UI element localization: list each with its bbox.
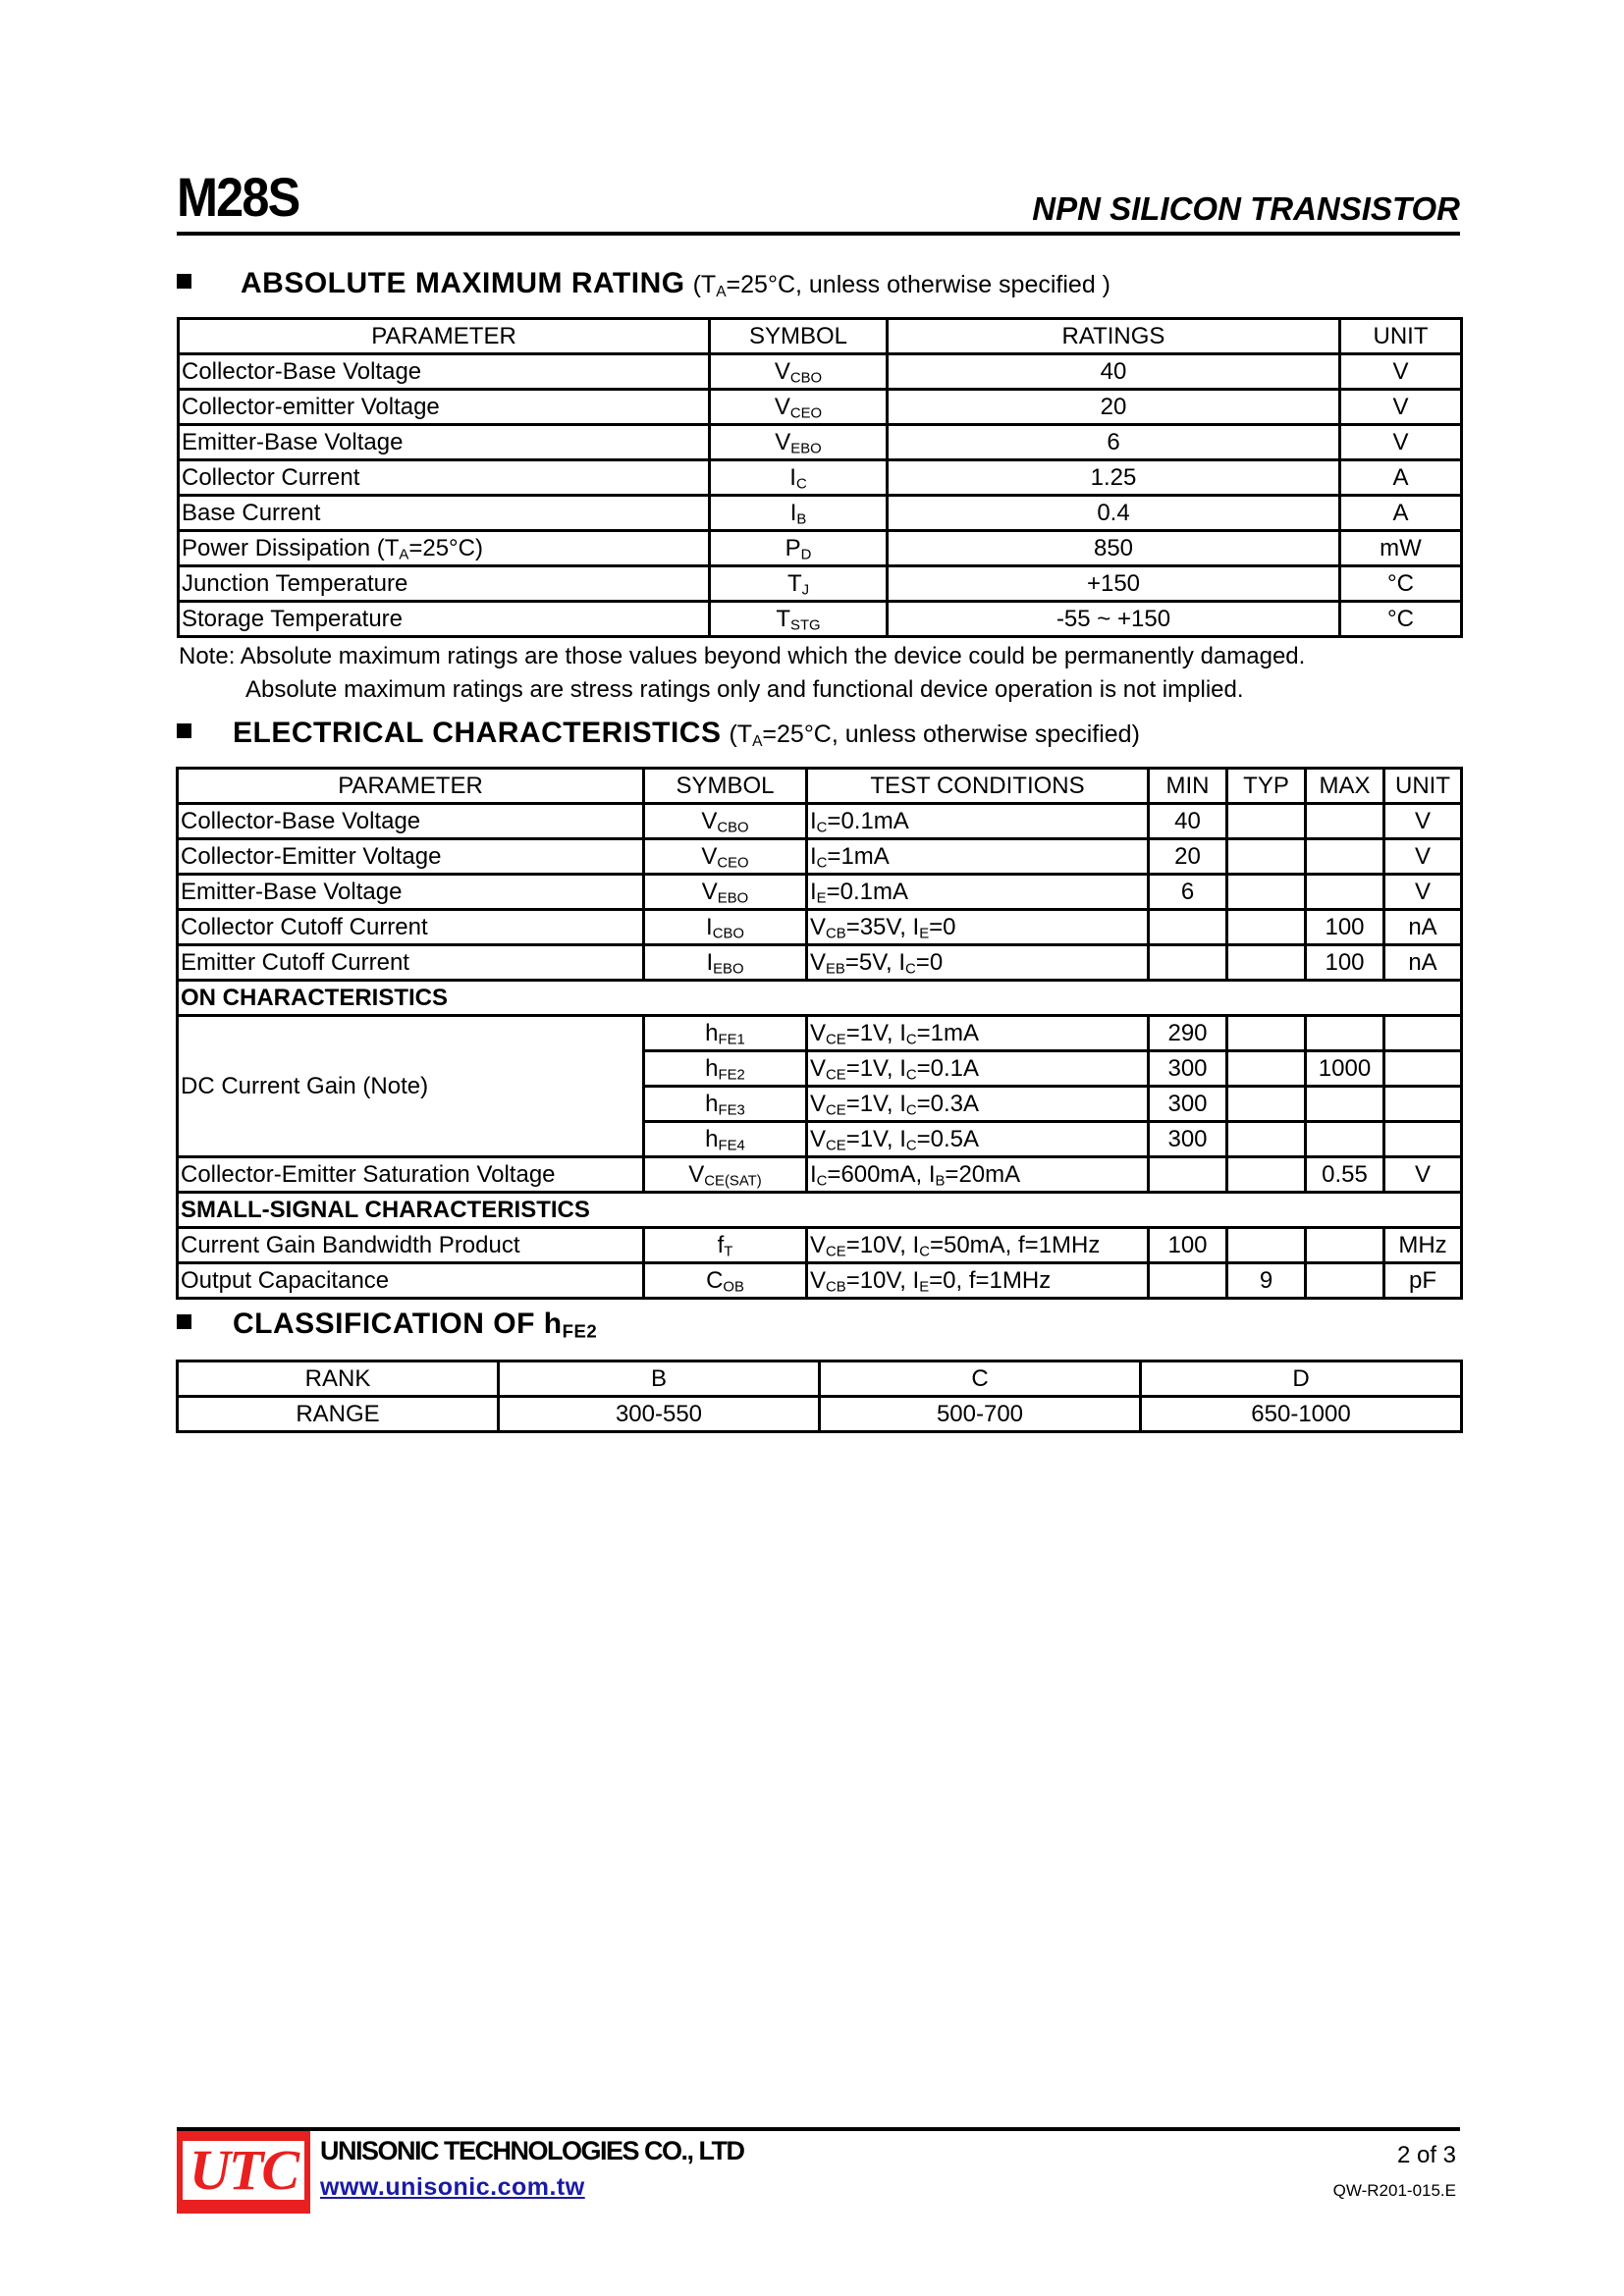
unit-cell bbox=[1384, 1087, 1462, 1122]
unit-cell bbox=[1384, 1122, 1462, 1157]
abs-max-condition: ($T_A=25^\circ C$, unless otherwise specified ) bbox=[692, 271, 1110, 300]
parameter-cell bbox=[179, 602, 710, 637]
unit-cell: V bbox=[1340, 390, 1462, 425]
parameter-cell-main: Junction Temperature bbox=[182, 569, 408, 597]
symbol-cell-sub: C bbox=[795, 476, 807, 493]
note-line-2: Absolute maximum ratings are stress ratings only and functional device operation is not implied. bbox=[245, 676, 1244, 703]
symbol-cell-sub: FE3 bbox=[718, 1102, 745, 1119]
max-cell bbox=[1306, 1016, 1384, 1051]
rating-cell: 6 bbox=[888, 425, 1340, 460]
symbol-cell bbox=[644, 910, 807, 945]
symbol-cell-main: V bbox=[775, 428, 791, 455]
parameter-cell-main: Collector-Base Voltage bbox=[182, 357, 422, 385]
symbol-cell-main: h bbox=[705, 1054, 719, 1082]
col-header-parameter: PARAMETER bbox=[179, 319, 710, 354]
symbol-cell-sub: J bbox=[801, 582, 810, 599]
cond-2-tail: =0.1A bbox=[916, 1054, 980, 1082]
cond-2-tail: =0.5A bbox=[916, 1125, 980, 1152]
parameter-cell-main: Collector Current bbox=[182, 463, 360, 491]
parameter-cell-main: Emitter-Base Voltage bbox=[182, 428, 404, 455]
test-condition-cell bbox=[807, 945, 1149, 981]
symbol-cell bbox=[644, 839, 807, 875]
cond-2-sub: C bbox=[905, 1067, 917, 1084]
cond-1-tail: =1V, bbox=[845, 1019, 893, 1046]
symbol-cell-main: V bbox=[701, 842, 718, 870]
symbol-cell bbox=[644, 1263, 807, 1299]
symbol-cell-main: V bbox=[774, 393, 790, 420]
symbol-cell-main: h bbox=[705, 1090, 719, 1117]
symbol-cell bbox=[644, 875, 807, 910]
max-cell bbox=[1306, 839, 1384, 875]
table-row bbox=[178, 839, 1462, 875]
col-header-unit: UNIT bbox=[1340, 319, 1462, 354]
parameter-cell: Collector-Emitter Voltage bbox=[178, 839, 644, 875]
min-cell: 20 bbox=[1149, 839, 1227, 875]
symbol-cell bbox=[710, 496, 888, 531]
parameter-cell-sub: A bbox=[399, 547, 409, 563]
symbol-cell-sub: CBO bbox=[717, 820, 749, 836]
symbol-cell-sub: EBO bbox=[713, 961, 744, 978]
cond-2: I bbox=[899, 1090, 906, 1117]
rank-d: D bbox=[1141, 1362, 1462, 1397]
unit-cell: V bbox=[1340, 425, 1462, 460]
typ-cell: 9 bbox=[1227, 1263, 1306, 1299]
unit-cell: V bbox=[1384, 839, 1462, 875]
cond-1-tail: =1V, bbox=[845, 1054, 893, 1082]
parameter-cell bbox=[179, 425, 710, 460]
symbol-cell bbox=[644, 1122, 807, 1157]
company-name: UNISONIC TECHNOLOGIES CO., LTD bbox=[320, 2136, 744, 2165]
min-cell: 300 bbox=[1149, 1087, 1227, 1122]
test-condition-cell bbox=[807, 1016, 1149, 1051]
parameter-cell-main: Base Current bbox=[182, 499, 321, 526]
min-cell: 300 bbox=[1149, 1122, 1227, 1157]
abs-max-heading bbox=[177, 267, 1110, 300]
unit-cell: mW bbox=[1340, 531, 1462, 566]
company-website-link[interactable]: www.unisonic.com.tw bbox=[320, 2173, 585, 2201]
on-characteristics-heading: ON CHARACTERISTICS bbox=[178, 981, 1462, 1016]
cond-1: I bbox=[810, 878, 817, 905]
symbol-cell bbox=[644, 1016, 807, 1051]
symbol-cell bbox=[710, 460, 888, 496]
symbol-cell bbox=[710, 602, 888, 637]
max-cell bbox=[1306, 875, 1384, 910]
unit-cell: V bbox=[1340, 354, 1462, 390]
typ-cell bbox=[1227, 910, 1306, 945]
col-header-ratings: RATINGS bbox=[888, 319, 1340, 354]
test-condition-cell bbox=[807, 1157, 1149, 1193]
document-subtitle: NPN SILICON TRANSISTOR bbox=[1032, 190, 1460, 227]
cond-2-tail: =0 bbox=[929, 913, 956, 940]
abs-max-table bbox=[177, 317, 1463, 638]
max-cell bbox=[1306, 1263, 1384, 1299]
cond-1-tail: =1mA bbox=[827, 842, 890, 870]
elec-heading bbox=[177, 717, 1140, 750]
symbol-cell bbox=[644, 1087, 807, 1122]
symbol-cell-main: P bbox=[785, 534, 801, 561]
min-cell bbox=[1149, 910, 1227, 945]
unit-cell: V bbox=[1384, 875, 1462, 910]
cond-1: V bbox=[810, 1054, 827, 1082]
max-cell bbox=[1306, 1228, 1384, 1263]
symbol-cell-sub: OB bbox=[723, 1279, 744, 1296]
symbol-cell-sub: CE(SAT) bbox=[704, 1173, 762, 1190]
col-header-min: MIN bbox=[1149, 769, 1227, 804]
parameter-cell: Emitter Cutoff Current bbox=[178, 945, 644, 981]
symbol-cell-sub: CBO bbox=[789, 370, 823, 387]
typ-cell bbox=[1227, 875, 1306, 910]
symbol-cell-main: I bbox=[789, 463, 796, 491]
symbol-cell-sub: FE2 bbox=[718, 1067, 745, 1084]
parameter-cell-tail: =25°C) bbox=[408, 534, 483, 561]
dc-current-gain-label: DC Current Gain (Note) bbox=[178, 1016, 644, 1157]
cond-2-tail: =0, f=1MHz bbox=[929, 1266, 1052, 1294]
unit-cell: A bbox=[1340, 460, 1462, 496]
col-header-parameter: PARAMETER bbox=[178, 769, 644, 804]
min-cell: 300 bbox=[1149, 1051, 1227, 1087]
symbol-cell-sub: FE1 bbox=[718, 1032, 745, 1048]
min-cell bbox=[1149, 1263, 1227, 1299]
table-row bbox=[179, 354, 1462, 390]
symbol-cell bbox=[644, 804, 807, 839]
col-header-max: MAX bbox=[1306, 769, 1384, 804]
parameter-cell bbox=[179, 460, 710, 496]
symbol-cell bbox=[644, 1051, 807, 1087]
symbol-cell-main: V bbox=[774, 357, 790, 385]
parameter-cell: Current Gain Bandwidth Product bbox=[178, 1228, 644, 1263]
parameter-cell bbox=[179, 354, 710, 390]
symbol-cell-main: f bbox=[717, 1231, 725, 1258]
test-condition-cell bbox=[807, 875, 1149, 910]
classification-table bbox=[176, 1360, 1463, 1433]
cond-1: V bbox=[810, 1266, 827, 1294]
cond-1-tail: =1V, bbox=[845, 1090, 893, 1117]
rank-label: RANK bbox=[178, 1362, 499, 1397]
cond-2-sub: C bbox=[905, 1032, 917, 1048]
typ-cell bbox=[1227, 1087, 1306, 1122]
small-signal-heading: SMALL-SIGNAL CHARACTERISTICS bbox=[178, 1193, 1462, 1228]
page-number: 2 of 3 bbox=[1396, 2142, 1456, 2168]
cond-1: V bbox=[810, 1090, 827, 1117]
cond-2-tail: =20mA bbox=[945, 1160, 1021, 1188]
symbol-cell-main: T bbox=[786, 569, 802, 597]
unit-cell: V bbox=[1384, 804, 1462, 839]
table-row bbox=[178, 804, 1462, 839]
unit-cell: nA bbox=[1384, 945, 1462, 981]
max-cell bbox=[1306, 1087, 1384, 1122]
part-number: M28S bbox=[177, 166, 299, 228]
cond-1-tail: =600mA, bbox=[827, 1160, 923, 1188]
symbol-cell-sub: STG bbox=[790, 617, 821, 634]
table-row bbox=[178, 1157, 1462, 1193]
typ-cell bbox=[1227, 1228, 1306, 1263]
parameter-cell-main: Collector-emitter Voltage bbox=[182, 393, 440, 420]
cond-2-sub: C bbox=[919, 1244, 930, 1260]
cond-2: I bbox=[899, 1125, 906, 1152]
cond-2: I bbox=[899, 1054, 906, 1082]
parameter-cell: Collector Cutoff Current bbox=[178, 910, 644, 945]
test-condition-cell bbox=[807, 1087, 1149, 1122]
elec-table bbox=[176, 767, 1463, 1300]
cond-2: I bbox=[912, 1266, 920, 1294]
cond-1: I bbox=[810, 1160, 817, 1188]
symbol-cell-main: I bbox=[706, 948, 714, 976]
cond-2-sub: E bbox=[919, 1279, 930, 1296]
rating-cell: 40 bbox=[888, 354, 1340, 390]
cond-1-tail: =1V, bbox=[845, 1125, 893, 1152]
cond-1-sub: CE bbox=[826, 1244, 846, 1260]
max-cell: 100 bbox=[1306, 910, 1384, 945]
min-cell bbox=[1149, 1157, 1227, 1193]
parameter-cell: Output Capacitance bbox=[178, 1263, 644, 1299]
test-condition-cell bbox=[807, 1263, 1149, 1299]
cond-1-sub: CE bbox=[826, 1032, 846, 1048]
utc-logo-text: UTC bbox=[183, 2141, 304, 2200]
unit-cell bbox=[1384, 1051, 1462, 1087]
range-label: RANGE bbox=[178, 1397, 499, 1432]
table-row bbox=[179, 390, 1462, 425]
table-row bbox=[179, 496, 1462, 531]
cond-1: I bbox=[810, 807, 817, 834]
cond-1-tail: =0.1mA bbox=[826, 878, 908, 905]
bullet-icon bbox=[177, 723, 191, 738]
bullet-icon bbox=[177, 1314, 191, 1329]
unit-cell: nA bbox=[1384, 910, 1462, 945]
typ-cell bbox=[1227, 1157, 1306, 1193]
table-header-row bbox=[178, 769, 1462, 804]
rank-b: B bbox=[499, 1362, 820, 1397]
symbol-cell bbox=[644, 1228, 807, 1263]
cond-1-sub: CB bbox=[826, 926, 846, 942]
symbol-cell-main: V bbox=[701, 878, 718, 905]
cond-1-tail: =10V, bbox=[845, 1231, 906, 1258]
bullet-icon bbox=[177, 274, 191, 289]
classification-title: CLASSIFICATION OF $h_{FE2}$ bbox=[233, 1308, 598, 1342]
range-c: 500-700 bbox=[820, 1397, 1141, 1432]
symbol-cell-sub: CEO bbox=[717, 855, 749, 872]
cond-1-sub: C bbox=[816, 1173, 828, 1190]
cond-2: I bbox=[898, 948, 906, 976]
parameter-cell bbox=[179, 390, 710, 425]
header-rule bbox=[177, 232, 1460, 236]
min-cell: 290 bbox=[1149, 1016, 1227, 1051]
symbol-cell-main: C bbox=[706, 1266, 724, 1294]
unit-cell: A bbox=[1340, 496, 1462, 531]
table-row bbox=[178, 910, 1462, 945]
parameter-cell-main: Storage Temperature bbox=[182, 605, 404, 632]
symbol-cell-sub: B bbox=[796, 511, 807, 528]
section-row bbox=[178, 1193, 1462, 1228]
table-row bbox=[179, 566, 1462, 602]
range-d: 650-1000 bbox=[1141, 1397, 1462, 1432]
cond-2-sub: C bbox=[905, 1102, 917, 1119]
table-header-row bbox=[179, 319, 1462, 354]
section-row bbox=[178, 981, 1462, 1016]
symbol-cell-sub: FE4 bbox=[718, 1138, 745, 1154]
abs-max-title: ABSOLUTE MAXIMUM RATING bbox=[241, 267, 685, 299]
table-row bbox=[178, 1228, 1462, 1263]
symbol-cell-sub: EBO bbox=[790, 441, 822, 457]
cond-1-sub: CE bbox=[826, 1067, 846, 1084]
symbol-cell-main: I bbox=[706, 913, 713, 940]
col-header-symbol: SYMBOL bbox=[644, 769, 807, 804]
utc-logo bbox=[177, 2131, 310, 2214]
table-row bbox=[179, 531, 1462, 566]
cond-1-sub: C bbox=[816, 855, 828, 872]
test-condition-cell bbox=[807, 839, 1149, 875]
unit-cell: °C bbox=[1340, 602, 1462, 637]
cond-1-sub: E bbox=[816, 890, 827, 907]
cond-2-sub: B bbox=[935, 1173, 946, 1190]
typ-cell bbox=[1227, 1016, 1306, 1051]
rating-cell: 1.25 bbox=[888, 460, 1340, 496]
cond-2-tail: =0.3A bbox=[916, 1090, 980, 1117]
typ-cell bbox=[1227, 1051, 1306, 1087]
table-row bbox=[178, 875, 1462, 910]
parameter-cell: Emitter-Base Voltage bbox=[178, 875, 644, 910]
min-cell: 100 bbox=[1149, 1228, 1227, 1263]
parameter-cell-main: Power Dissipation (T bbox=[182, 534, 400, 561]
elec-title: ELECTRICAL CHARACTERISTICS bbox=[233, 717, 722, 749]
max-cell: 1000 bbox=[1306, 1051, 1384, 1087]
note-line-1: Note: Absolute maximum ratings are those values beyond which the device could be permanently damaged. bbox=[179, 643, 1306, 669]
max-cell: 100 bbox=[1306, 945, 1384, 981]
unit-cell: V bbox=[1384, 1157, 1462, 1193]
min-cell: 40 bbox=[1149, 804, 1227, 839]
cond-1: I bbox=[810, 842, 817, 870]
cond-1-sub: CB bbox=[826, 1279, 846, 1296]
cond-2-tail: =50mA, f=1MHz bbox=[929, 1231, 1101, 1258]
symbol-cell-sub: D bbox=[800, 547, 812, 563]
table-row bbox=[178, 1016, 1462, 1051]
rating-cell: -55 ~ +150 bbox=[888, 602, 1340, 637]
table-row bbox=[179, 602, 1462, 637]
symbol-cell-sub: CEO bbox=[789, 405, 823, 422]
symbol-cell bbox=[710, 354, 888, 390]
cond-1-sub: CE bbox=[826, 1102, 846, 1119]
cond-2-tail: =0 bbox=[915, 948, 944, 976]
cond-1-tail: =35V, bbox=[845, 913, 906, 940]
cond-2: I bbox=[912, 1231, 920, 1258]
typ-cell bbox=[1227, 804, 1306, 839]
table-row bbox=[178, 945, 1462, 981]
parameter-cell bbox=[179, 496, 710, 531]
range-b: 300-550 bbox=[499, 1397, 820, 1432]
cond-2: I bbox=[899, 1019, 906, 1046]
unit-cell: pF bbox=[1384, 1263, 1462, 1299]
symbol-cell bbox=[710, 425, 888, 460]
symbol-cell-sub: CBO bbox=[712, 926, 744, 942]
table-row bbox=[179, 425, 1462, 460]
symbol-cell-main: V bbox=[701, 807, 718, 834]
test-condition-cell bbox=[807, 1122, 1149, 1157]
cond-1-tail: =0.1mA bbox=[827, 807, 909, 834]
rating-cell: 0.4 bbox=[888, 496, 1340, 531]
rating-cell: 850 bbox=[888, 531, 1340, 566]
cond-2-tail: =1mA bbox=[916, 1019, 979, 1046]
max-cell: 0.55 bbox=[1306, 1157, 1384, 1193]
test-condition-cell bbox=[807, 1051, 1149, 1087]
range-row bbox=[178, 1397, 1462, 1432]
cond-1-tail: =5V, bbox=[844, 948, 893, 976]
symbol-cell-main: h bbox=[705, 1019, 719, 1046]
parameter-cell: Collector-Base Voltage bbox=[178, 804, 644, 839]
cond-1: V bbox=[810, 948, 827, 976]
cond-2: I bbox=[928, 1160, 936, 1188]
elec-condition: ($T_A=25^\circ C$, unless otherwise specified) bbox=[729, 721, 1140, 750]
min-cell: 6 bbox=[1149, 875, 1227, 910]
symbol-cell-main: V bbox=[688, 1160, 705, 1188]
cond-1: V bbox=[810, 1231, 827, 1258]
rank-c: C bbox=[820, 1362, 1141, 1397]
max-cell bbox=[1306, 1122, 1384, 1157]
cond-1-sub: CE bbox=[826, 1138, 846, 1154]
rating-cell: 20 bbox=[888, 390, 1340, 425]
parameter-cell: Collector-Emitter Saturation Voltage bbox=[178, 1157, 644, 1193]
symbol-cell bbox=[710, 566, 888, 602]
table-row bbox=[179, 460, 1462, 496]
symbol-cell bbox=[710, 531, 888, 566]
typ-cell bbox=[1227, 1122, 1306, 1157]
cond-1-sub: C bbox=[816, 820, 828, 836]
abs-max-note bbox=[179, 640, 1305, 707]
col-header-unit: UNIT bbox=[1384, 769, 1462, 804]
classification-heading bbox=[177, 1308, 597, 1341]
parameter-cell bbox=[179, 531, 710, 566]
cond-2-sub: C bbox=[905, 961, 916, 978]
typ-cell bbox=[1227, 839, 1306, 875]
rank-row bbox=[178, 1362, 1462, 1397]
symbol-cell bbox=[644, 1157, 807, 1193]
typ-cell bbox=[1227, 945, 1306, 981]
cond-1-sub: EB bbox=[826, 961, 845, 978]
max-cell bbox=[1306, 804, 1384, 839]
cond-1-tail: =10V, bbox=[845, 1266, 906, 1294]
table-row bbox=[178, 1263, 1462, 1299]
unit-cell: °C bbox=[1340, 566, 1462, 602]
cond-1: V bbox=[810, 1125, 827, 1152]
rating-cell: +150 bbox=[888, 566, 1340, 602]
document-number: QW-R201-015.E bbox=[1332, 2181, 1456, 2200]
test-condition-cell bbox=[807, 910, 1149, 945]
symbol-cell-sub: EBO bbox=[717, 890, 749, 907]
cond-2-sub: C bbox=[905, 1138, 917, 1154]
col-header-symbol: SYMBOL bbox=[710, 319, 888, 354]
symbol-cell bbox=[644, 945, 807, 981]
test-condition-cell bbox=[807, 804, 1149, 839]
symbol-cell-main: I bbox=[789, 499, 797, 526]
col-header-typ: TYP bbox=[1227, 769, 1306, 804]
cond-1: V bbox=[810, 913, 827, 940]
unit-cell: MHz bbox=[1384, 1228, 1462, 1263]
symbol-cell bbox=[710, 390, 888, 425]
cond-2: I bbox=[912, 913, 920, 940]
footer-rule bbox=[177, 2127, 1460, 2131]
test-condition-cell bbox=[807, 1228, 1149, 1263]
parameter-cell bbox=[179, 566, 710, 602]
cond-1: V bbox=[810, 1019, 827, 1046]
symbol-cell-main: T bbox=[776, 605, 791, 632]
min-cell bbox=[1149, 945, 1227, 981]
symbol-cell-sub: T bbox=[724, 1244, 733, 1260]
symbol-cell-main: h bbox=[705, 1125, 719, 1152]
unit-cell bbox=[1384, 1016, 1462, 1051]
col-header-test-conditions: TEST CONDITIONS bbox=[807, 769, 1149, 804]
cond-2-sub: E bbox=[919, 926, 930, 942]
